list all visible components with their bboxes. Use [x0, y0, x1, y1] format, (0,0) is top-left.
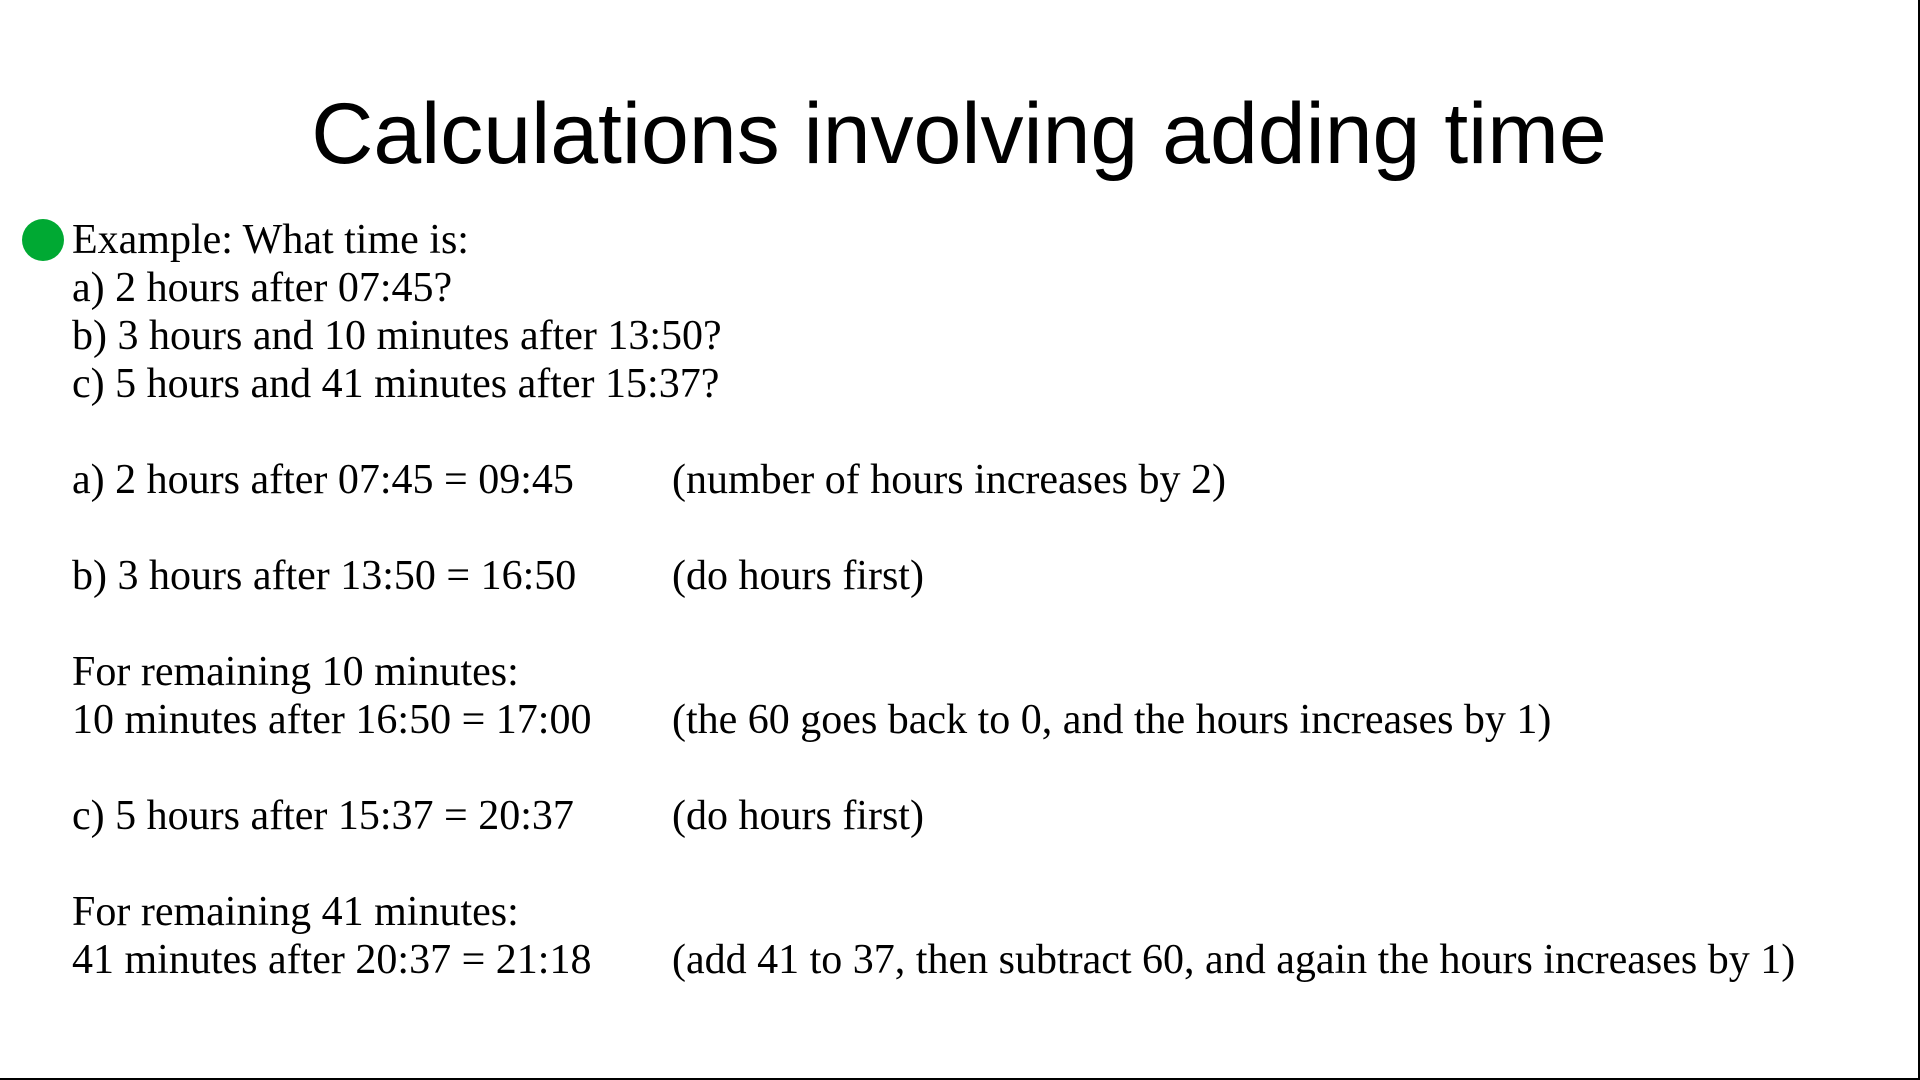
- question-part-a: a) 2 hours after 07:45?: [72, 265, 453, 311]
- spacer: [72, 504, 1892, 552]
- answer-c-minutes-row: [72, 936, 1892, 984]
- answer-c-minutes-calc: 41 minutes after 20:37 = 21:18: [72, 937, 592, 983]
- question-intro: Example: What time is:: [72, 217, 469, 263]
- answer-b-minutes-note: (the 60 goes back to 0, and the hours increases by 1): [672, 697, 1552, 743]
- answer-b-minutes-row: [72, 696, 1892, 744]
- answer-b-note: (do hours first): [672, 553, 924, 599]
- spacer: [72, 408, 1892, 456]
- answer-c-minutes-note: (add 41 to 37, then subtract 60, and again the hours increases by 1): [672, 937, 1796, 983]
- answer-b-row: [72, 552, 1892, 600]
- question-part-c: c) 5 hours and 41 minutes after 15:37?: [72, 361, 720, 407]
- bullet-dot-icon: [22, 219, 64, 261]
- answer-b-minutes-calc: 10 minutes after 16:50 = 17:00: [72, 697, 592, 743]
- slide-title: Calculations involving adding time: [311, 86, 1607, 182]
- slide-body: [72, 216, 1892, 984]
- spacer: [72, 744, 1892, 792]
- answer-c-remaining-label: For remaining 41 minutes:: [72, 889, 519, 935]
- spacer: [72, 600, 1892, 648]
- answer-b-calc: b) 3 hours after 13:50 = 16:50: [72, 553, 577, 599]
- spacer: [72, 840, 1892, 888]
- answer-c-row: [72, 792, 1892, 840]
- answer-a-row: [72, 456, 1892, 504]
- answer-a-note: (number of hours increases by 2): [672, 457, 1226, 503]
- question-part-b: b) 3 hours and 10 minutes after 13:50?: [72, 313, 722, 359]
- answer-b-remaining-label: For remaining 10 minutes:: [72, 649, 519, 695]
- answer-a-calc: a) 2 hours after 07:45 = 09:45: [72, 457, 574, 503]
- answer-c-calc: c) 5 hours after 15:37 = 20:37: [72, 793, 574, 839]
- answer-c-note: (do hours first): [672, 793, 924, 839]
